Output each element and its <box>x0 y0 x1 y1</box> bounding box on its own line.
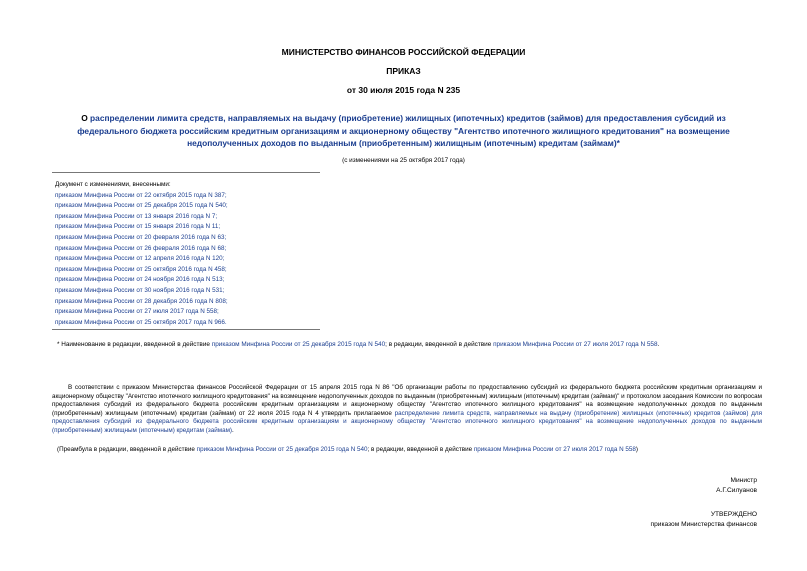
amendment-link[interactable]: приказом Минфина России от 25 октября 2017 года N 966. <box>55 318 227 326</box>
footnote-link-540[interactable]: приказом Минфина России от 25 декабря 2015 года N 540 <box>211 341 386 348</box>
preamble-text: В соответствии с приказом Министерства финансов Российской Федерации от 15 апреля 2015 года N 86 "Об организации работы по предоставлению субсидий из федерального бюджета российским кредитным организациям и акционерному обществу "Агентство ипотечного жилищного кредитования" на возмещение недополученных доходов по выданным (приобретенным) жилищным (ипотечным) кредитам (займам)" и протоколом заседания Комиссии по вопросам предоставления субсидий из федерального бюджета российским кредитным организациям и акционерному обществу "Агентство ипотечного жилищного кредитования" на возмещение недополученных доходов по выданным (приобретенным) жилищным (ипотечным) кредитам (займам) от 22 июля 2015 года N 4 утвердить прилагаемое <box>52 384 762 417</box>
edition-text: ; в редакции, введенной в действие <box>367 446 474 453</box>
amendment-link[interactable]: приказом Минфина России от 25 декабря 2015 года N 540; <box>55 202 228 210</box>
amendments-intro: Документ с изменениями, внесенными: <box>55 181 171 188</box>
footnote-text: * Наименование в редакции, введенной в действие <box>57 341 212 348</box>
edition-link-540[interactable]: приказом Минфина России от 25 декабря 2015 года N 540 <box>196 446 368 453</box>
amendment-link[interactable]: приказом Минфина России от 12 апреля 2016 года N 120; <box>55 255 225 263</box>
amendment-link[interactable]: приказом Минфина России от 28 декабря 2016 года N 808; <box>55 297 228 305</box>
preamble-paragraph <box>52 384 762 435</box>
amendment-link[interactable]: приказом Минфина России от 20 февраля 2016 года N 63; <box>55 233 227 241</box>
divider-bottom <box>52 329 320 330</box>
amendments-list <box>55 180 228 328</box>
amendment-link[interactable]: приказом Минфина России от 24 ноября 2016 года N 513; <box>55 276 225 284</box>
amendment-link[interactable]: приказом Минфина России от 27 июля 2017 года N 558; <box>55 308 219 316</box>
footnote-link-558[interactable]: приказом Минфина России от 27 июля 2017 года N 558 <box>493 341 658 348</box>
signature-block <box>716 476 757 495</box>
footnote-text: . <box>657 341 660 348</box>
distribution-link[interactable]: распределение лимита средств, направляемых на выдачу (приобретение) жилищных (ипотечных) кредитов (займов) для предоставления субсидий из федерального бюджета российским кредитным организациям и акционерному обществу "Агентство ипотечного жилищного кредитования" на возмещение недополученных доходов по выданным (приобретенным) жилищным (ипотечным) кредитам (займам) <box>52 409 762 434</box>
doc-date-number: от 30 июля 2015 года N 235 <box>346 85 461 95</box>
approved-label: УТВЕРЖДЕНО <box>710 511 757 518</box>
divider-top <box>52 172 320 173</box>
preamble-edition-note <box>57 446 757 455</box>
edition-link-558[interactable]: приказом Минфина России от 27 июля 2017 года N 558 <box>473 446 636 453</box>
approved-by: приказом Министерства финансов <box>650 520 757 528</box>
amendment-link[interactable]: приказом Минфина России от 22 октября 2015 года N 387; <box>55 191 227 199</box>
edition-text: ) <box>635 446 639 453</box>
ministry-name: МИНИСТЕРСТВО ФИНАНСОВ РОССИЙСКОЙ ФЕДЕРАЦИИ <box>281 47 526 57</box>
approved-block <box>651 510 757 529</box>
document-title <box>50 112 757 150</box>
amended-note: (с изменениями на 25 октября 2017 года) <box>342 157 465 164</box>
doc-type: ПРИКАЗ <box>386 66 421 76</box>
preamble-end: . <box>232 426 234 434</box>
amendment-link[interactable]: приказом Минфина России от 13 января 2016 года N 7; <box>55 212 218 220</box>
title-prefix: О <box>81 113 91 123</box>
amendment-link[interactable]: приказом Минфина России от 15 января 2016 года N 11; <box>55 223 221 231</box>
footnote <box>57 341 659 348</box>
amendment-link[interactable]: приказом Минфина России от 25 октября 2016 года N 458; <box>55 265 227 273</box>
footnote-text: ; в редакции, введенной в действие <box>385 341 494 348</box>
title-link[interactable]: распределении лимита средств, направляемых на выдачу (приобретение) жилищных (ипотечных) кредитов (займов) для предоставления субсидий из федерального бюджета российским кредитным организациям и акционерному обществу "Агентство ипотечного жилищного кредитования" на возмещение недополученных доходов по выданным (приобретенным) жилищным (ипотечным) кредитам (займам)* <box>77 113 730 148</box>
signatory-position: Министр <box>730 477 757 484</box>
amendment-link[interactable]: приказом Минфина России от 30 ноября 2016 года N 531; <box>55 286 225 294</box>
amendment-link[interactable]: приказом Минфина России от 26 февраля 2016 года N 68; <box>55 244 227 252</box>
edition-text: (Преамбула в редакции, введенной в действие <box>57 446 197 453</box>
signatory-name: А.Г.Силуанов <box>716 486 757 494</box>
